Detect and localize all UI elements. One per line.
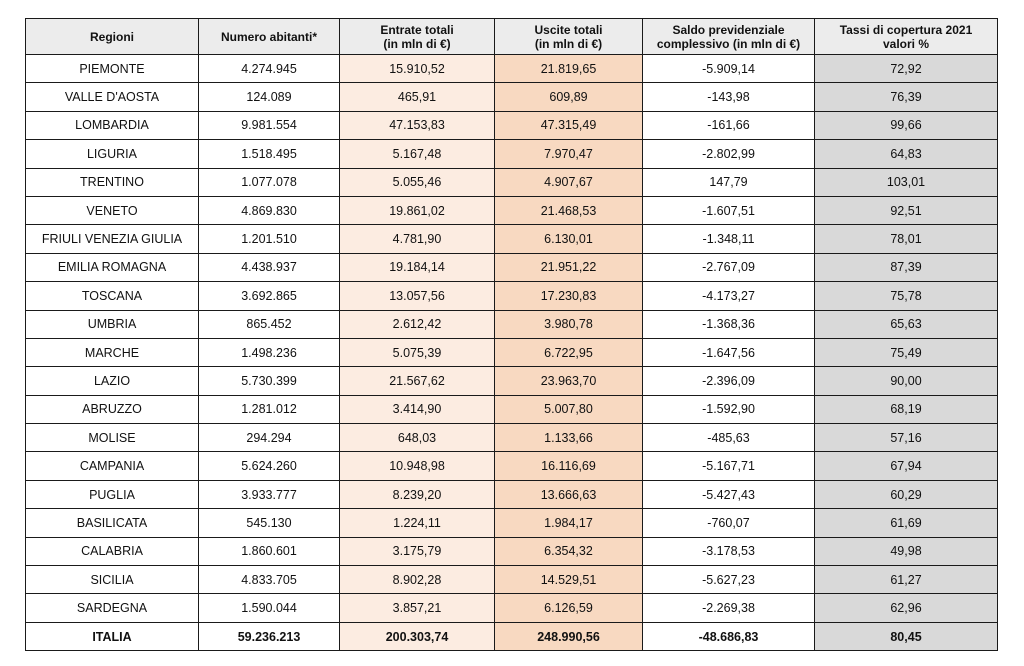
cell-saldo: -1.647,56 (643, 338, 815, 366)
table-row (26, 168, 998, 196)
header-numero-abitanti: Numero abitanti* (199, 19, 340, 55)
cell-entrate: 5.167,48 (340, 140, 495, 168)
cell-uscite: 21.468,53 (495, 196, 643, 224)
cell-abitanti: 9.981.554 (199, 111, 340, 139)
cell-abitanti: 294.294 (199, 424, 340, 452)
cell-uscite: 1.133,66 (495, 424, 643, 452)
cell-saldo: -48.686,83 (643, 622, 815, 650)
cell-abitanti: 1.201.510 (199, 225, 340, 253)
cell-abitanti: 5.624.260 (199, 452, 340, 480)
table-row (26, 338, 998, 366)
cell-tassi: 76,39 (815, 83, 998, 111)
table-row (26, 196, 998, 224)
cell-tassi: 78,01 (815, 225, 998, 253)
cell-entrate: 5.075,39 (340, 338, 495, 366)
cell-entrate: 10.948,98 (340, 452, 495, 480)
cell-entrate: 19.861,02 (340, 196, 495, 224)
cell-uscite: 5.007,80 (495, 395, 643, 423)
table-row (26, 566, 998, 594)
cell-regione: BASILICATA (26, 509, 199, 537)
cell-saldo: -1.592,90 (643, 395, 815, 423)
cell-abitanti: 5.730.399 (199, 367, 340, 395)
cell-uscite: 609,89 (495, 83, 643, 111)
cell-entrate: 13.057,56 (340, 282, 495, 310)
cell-saldo: -1.607,51 (643, 196, 815, 224)
cell-saldo: -5.427,43 (643, 480, 815, 508)
cell-abitanti: 1.077.078 (199, 168, 340, 196)
header-tassi-copertura: Tassi di copertura 2021 valori % (815, 19, 998, 55)
table-row (26, 310, 998, 338)
cell-abitanti: 865.452 (199, 310, 340, 338)
cell-uscite: 21.951,22 (495, 253, 643, 281)
cell-tassi: 75,78 (815, 282, 998, 310)
table-row (26, 367, 998, 395)
total-row (26, 622, 998, 650)
header-saldo-previdenziale: Saldo previdenziale complessivo (in mln di €) (643, 19, 815, 55)
table-row (26, 111, 998, 139)
cell-entrate: 3.857,21 (340, 594, 495, 622)
cell-entrate: 8.239,20 (340, 480, 495, 508)
cell-regione: UMBRIA (26, 310, 199, 338)
cell-tassi: 72,92 (815, 55, 998, 83)
cell-regione: EMILIA ROMAGNA (26, 253, 199, 281)
header-regioni: Regioni (26, 19, 199, 55)
table-row (26, 594, 998, 622)
cell-uscite: 21.819,65 (495, 55, 643, 83)
cell-regione: LIGURIA (26, 140, 199, 168)
cell-uscite: 13.666,63 (495, 480, 643, 508)
header-entrate-totali: Entrate totali (in mln di €) (340, 19, 495, 55)
cell-uscite: 6.722,95 (495, 338, 643, 366)
cell-tassi: 57,16 (815, 424, 998, 452)
cell-regione: PIEMONTE (26, 55, 199, 83)
cell-tassi: 65,63 (815, 310, 998, 338)
cell-tassi: 103,01 (815, 168, 998, 196)
cell-saldo: -2.269,38 (643, 594, 815, 622)
cell-abitanti: 1.518.495 (199, 140, 340, 168)
cell-saldo: -3.178,53 (643, 537, 815, 565)
cell-saldo: -161,66 (643, 111, 815, 139)
cell-uscite: 7.970,47 (495, 140, 643, 168)
cell-tassi: 80,45 (815, 622, 998, 650)
table-row (26, 395, 998, 423)
cell-abitanti: 1.590.044 (199, 594, 340, 622)
header-uscite-totali: Uscite totali (in mln di €) (495, 19, 643, 55)
cell-uscite: 17.230,83 (495, 282, 643, 310)
regional-pension-table (25, 18, 998, 651)
cell-saldo: -143,98 (643, 83, 815, 111)
cell-entrate: 465,91 (340, 83, 495, 111)
header-row (26, 19, 998, 55)
cell-uscite: 47.315,49 (495, 111, 643, 139)
cell-entrate: 21.567,62 (340, 367, 495, 395)
table-row (26, 424, 998, 452)
cell-uscite: 23.963,70 (495, 367, 643, 395)
cell-tassi: 61,27 (815, 566, 998, 594)
cell-regione: CAMPANIA (26, 452, 199, 480)
cell-abitanti: 1.281.012 (199, 395, 340, 423)
table-row (26, 509, 998, 537)
cell-regione: CALABRIA (26, 537, 199, 565)
cell-regione: TOSCANA (26, 282, 199, 310)
cell-entrate: 4.781,90 (340, 225, 495, 253)
cell-regione: SARDEGNA (26, 594, 199, 622)
cell-uscite: 6.130,01 (495, 225, 643, 253)
cell-regione: TRENTINO (26, 168, 199, 196)
cell-abitanti: 4.869.830 (199, 196, 340, 224)
cell-saldo: -4.173,27 (643, 282, 815, 310)
table-row (26, 480, 998, 508)
cell-tassi: 68,19 (815, 395, 998, 423)
cell-saldo: -760,07 (643, 509, 815, 537)
cell-abitanti: 1.860.601 (199, 537, 340, 565)
table-row (26, 55, 998, 83)
cell-tassi: 99,66 (815, 111, 998, 139)
cell-tassi: 64,83 (815, 140, 998, 168)
table-row (26, 225, 998, 253)
cell-tassi: 87,39 (815, 253, 998, 281)
cell-saldo: -5.167,71 (643, 452, 815, 480)
cell-regione: ITALIA (26, 622, 199, 650)
cell-uscite: 14.529,51 (495, 566, 643, 594)
cell-abitanti: 59.236.213 (199, 622, 340, 650)
cell-abitanti: 124.089 (199, 83, 340, 111)
table-row (26, 140, 998, 168)
cell-saldo: -5.909,14 (643, 55, 815, 83)
cell-tassi: 67,94 (815, 452, 998, 480)
cell-entrate: 3.175,79 (340, 537, 495, 565)
table-row (26, 537, 998, 565)
cell-regione: VENETO (26, 196, 199, 224)
cell-tassi: 49,98 (815, 537, 998, 565)
cell-abitanti: 1.498.236 (199, 338, 340, 366)
cell-regione: SICILIA (26, 566, 199, 594)
cell-saldo: -485,63 (643, 424, 815, 452)
cell-abitanti: 4.833.705 (199, 566, 340, 594)
cell-tassi: 75,49 (815, 338, 998, 366)
cell-uscite: 6.354,32 (495, 537, 643, 565)
cell-tassi: 60,29 (815, 480, 998, 508)
cell-regione: VALLE D'AOSTA (26, 83, 199, 111)
table-row (26, 282, 998, 310)
cell-entrate: 1.224,11 (340, 509, 495, 537)
cell-entrate: 5.055,46 (340, 168, 495, 196)
cell-saldo: -2.396,09 (643, 367, 815, 395)
cell-uscite: 16.116,69 (495, 452, 643, 480)
cell-tassi: 90,00 (815, 367, 998, 395)
table-row (26, 253, 998, 281)
cell-regione: LAZIO (26, 367, 199, 395)
cell-abitanti: 3.933.777 (199, 480, 340, 508)
cell-tassi: 92,51 (815, 196, 998, 224)
cell-entrate: 3.414,90 (340, 395, 495, 423)
cell-uscite: 1.984,17 (495, 509, 643, 537)
cell-saldo: -2.767,09 (643, 253, 815, 281)
cell-entrate: 19.184,14 (340, 253, 495, 281)
cell-abitanti: 4.274.945 (199, 55, 340, 83)
cell-saldo: -1.368,36 (643, 310, 815, 338)
cell-saldo: -2.802,99 (643, 140, 815, 168)
cell-saldo: 147,79 (643, 168, 815, 196)
cell-entrate: 2.612,42 (340, 310, 495, 338)
cell-uscite: 4.907,67 (495, 168, 643, 196)
table-row (26, 452, 998, 480)
cell-entrate: 8.902,28 (340, 566, 495, 594)
cell-entrate: 47.153,83 (340, 111, 495, 139)
table-row (26, 83, 998, 111)
cell-regione: MARCHE (26, 338, 199, 366)
cell-abitanti: 4.438.937 (199, 253, 340, 281)
cell-regione: LOMBARDIA (26, 111, 199, 139)
cell-tassi: 61,69 (815, 509, 998, 537)
cell-abitanti: 545.130 (199, 509, 340, 537)
cell-saldo: -1.348,11 (643, 225, 815, 253)
cell-uscite: 6.126,59 (495, 594, 643, 622)
cell-uscite: 248.990,56 (495, 622, 643, 650)
cell-regione: PUGLIA (26, 480, 199, 508)
cell-regione: ABRUZZO (26, 395, 199, 423)
cell-saldo: -5.627,23 (643, 566, 815, 594)
cell-tassi: 62,96 (815, 594, 998, 622)
cell-regione: MOLISE (26, 424, 199, 452)
cell-entrate: 200.303,74 (340, 622, 495, 650)
cell-regione: FRIULI VENEZIA GIULIA (26, 225, 199, 253)
cell-entrate: 15.910,52 (340, 55, 495, 83)
cell-entrate: 648,03 (340, 424, 495, 452)
cell-abitanti: 3.692.865 (199, 282, 340, 310)
table-body (26, 55, 998, 651)
cell-uscite: 3.980,78 (495, 310, 643, 338)
